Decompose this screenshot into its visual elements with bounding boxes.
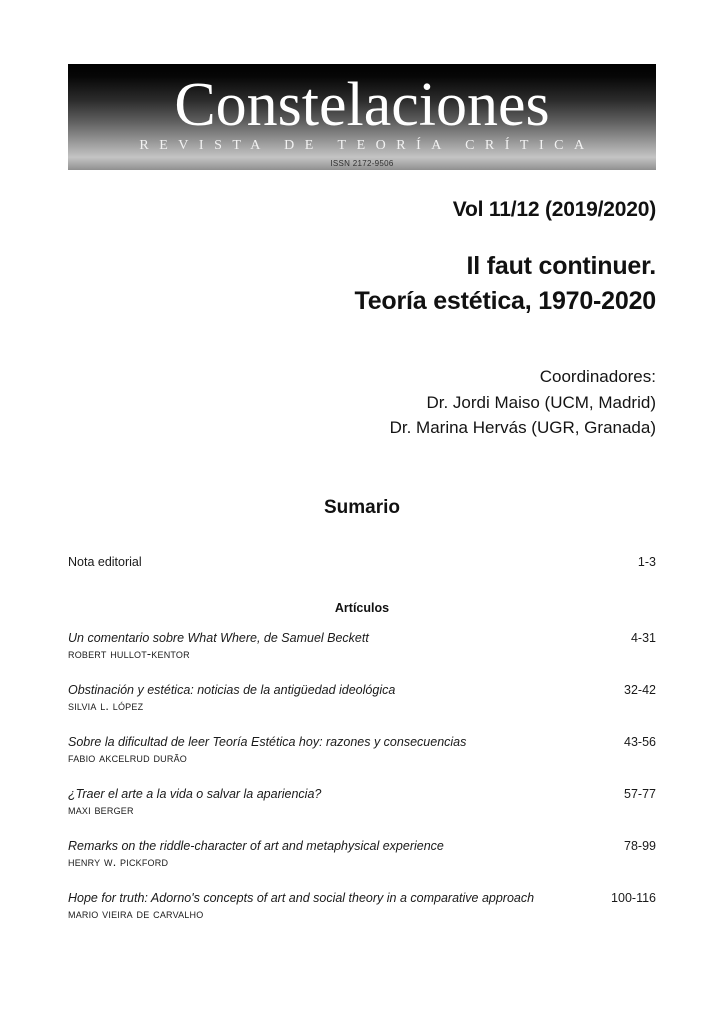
toc-entry-article-5[interactable] [68, 839, 656, 869]
toc-entry-author: henry w. pickford [68, 855, 169, 869]
toc-entry-title[interactable]: Nota editorial [68, 555, 142, 569]
coordinators-block [68, 364, 656, 441]
toc-row [68, 787, 656, 801]
journal-masthead-banner [68, 64, 656, 170]
toc-entry-pages: 57-77 [624, 787, 656, 801]
toc-entry-title[interactable]: Obstinación y estética: noticias de la antigüedad ideológica [68, 683, 396, 697]
toc-entry-article-1[interactable] [68, 631, 656, 661]
toc-entry-author: maxi berger [68, 803, 134, 817]
coordinators-label: Coordinadores: [539, 367, 656, 386]
toc-entry-pages: 78-99 [624, 839, 656, 853]
toc-entry-pages: 4-31 [630, 631, 656, 645]
toc-row [68, 891, 656, 905]
issue-title-block [68, 198, 656, 441]
articulos-heading: Artículos [334, 601, 390, 615]
toc-entry-title[interactable]: ¿Traer el arte a la vida o salvar la apariencia? [68, 787, 322, 801]
toc-entry-title[interactable]: Sobre la dificultad de leer Teoría Estética hoy: razones y consecuencias [68, 735, 467, 749]
toc-entry-pages: 1-3 [637, 555, 656, 569]
toc-entry-author: fabio akcelrud durão [68, 751, 187, 765]
toc-row [68, 555, 656, 569]
toc-row [68, 631, 656, 645]
volume-label: Vol 11/12 (2019/2020) [452, 198, 656, 221]
toc-entry-article-2[interactable] [68, 683, 656, 713]
coordinator-marina-hervas: Dr. Marina Hervás (UGR, Granada) [389, 418, 656, 437]
journal-issn: ISSN 2172-9506 [330, 159, 394, 168]
masthead-content [68, 64, 656, 168]
toc-entry-editorial[interactable] [68, 555, 656, 569]
toc-row [68, 735, 656, 749]
toc-entry-article-4[interactable] [68, 787, 656, 817]
issue-title-line-2: Teoría estética, 1970-2020 [354, 286, 656, 315]
toc-entry-pages: 32-42 [624, 683, 656, 697]
issue-title-line-1: Il faut continuer. [466, 252, 656, 280]
toc-row [68, 683, 656, 697]
toc-entry-pages: 100-116 [611, 891, 656, 905]
sumario-heading: Sumario [323, 497, 401, 518]
journal-tagline: REVISTA DE TEORÍA CRÍTICA [139, 138, 595, 153]
toc-entry-author: robert hullot-kentor [68, 647, 190, 661]
toc-row [68, 839, 656, 853]
coordinator-jordi-maiso: Dr. Jordi Maiso (UCM, Madrid) [426, 392, 656, 412]
toc-entry-title[interactable]: Un comentario sobre What Where, de Samuel Beckett [68, 631, 369, 645]
toc-entry-author: mario vieira de carvalho [68, 907, 204, 921]
toc-entry-title[interactable]: Hope for truth: Adorno's concepts of art and social theory in a comparative approach [68, 891, 535, 905]
issue-title [68, 249, 656, 318]
toc-entry-pages: 43-56 [624, 735, 656, 749]
journal-wordmark: Constelaciones [174, 71, 550, 139]
toc-entry-article-6[interactable] [68, 891, 656, 921]
toc-entry-title[interactable]: Remarks on the riddle-character of art and metaphysical experience [68, 839, 444, 853]
toc-entry-author: silvia l. lópez [68, 699, 144, 713]
table-of-contents [68, 555, 656, 943]
toc-entry-article-3[interactable] [68, 735, 656, 765]
